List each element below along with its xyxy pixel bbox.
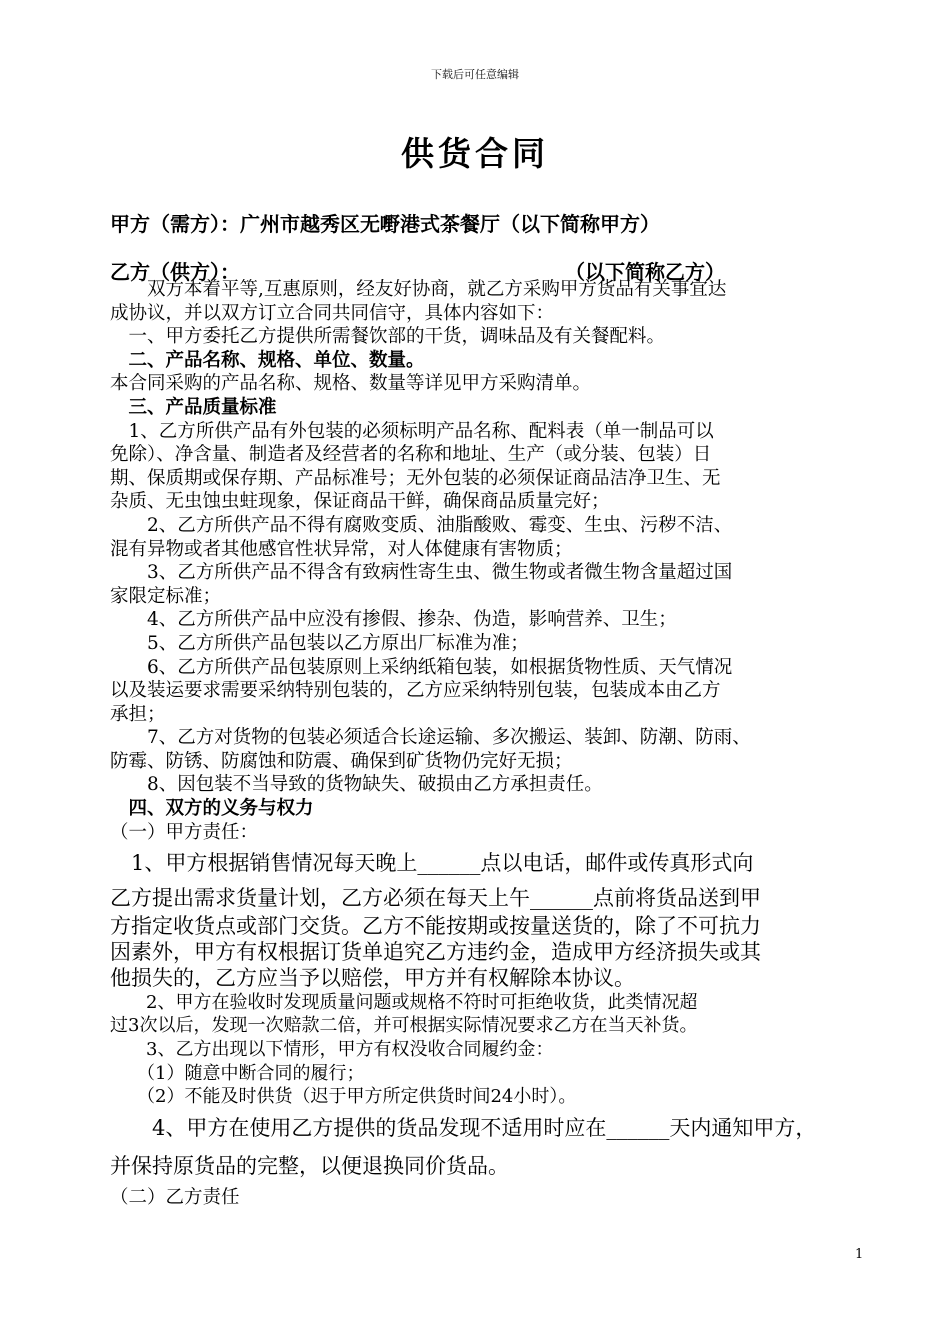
body-line: 1、乙方所供产品有外包装的必须标明产品名称、配料表（单一制品可以 bbox=[110, 420, 714, 442]
body-line: 6、乙方所供产品包装原则上采纳纸箱包装，如根据货物性质、天气情况 bbox=[110, 656, 733, 678]
body-line: 2、乙方所供产品不得有腐败变质、油脂酸败、霉变、生虫、污秽不洁、 bbox=[110, 514, 733, 536]
subsection-heading: （一）甲方责任： bbox=[110, 821, 259, 843]
body-line: 期、保质期或保存期、产品标准号；无外包装的必须保证商品洁净卫生、无 bbox=[110, 467, 721, 489]
document-title: 供货合同 bbox=[401, 134, 549, 173]
clause-1: 一、甲方委托乙方提供所需餐饮部的干货，调味品及有关餐配料。 bbox=[110, 326, 666, 348]
body-line: 4、甲方在使用乙方提供的货品发现不适用时应在______天内通知甲方， bbox=[110, 1115, 817, 1140]
body-line: 3、乙方出现以下情形，甲方有权没收合同履约金： bbox=[110, 1038, 554, 1060]
body-line: 方指定收货点或部门交货。乙方不能按期或按量送货的，除了不可抗力 bbox=[110, 913, 761, 938]
page-number: 1 bbox=[855, 1247, 864, 1262]
party-b-label: 乙方（供方）： bbox=[110, 260, 240, 284]
body-line: 过3次以后，发现一次赔款二倍，并可根据实际情况要求乙方在当天补货。 bbox=[110, 1015, 698, 1037]
body-line: 他损失的，乙方应当予以赔偿，甲方并有权解除本协议。 bbox=[110, 965, 635, 990]
body-line: 本合同采购的产品名称、规格、数量等详见甲方采购清单。 bbox=[110, 373, 592, 395]
body-line: 以及装运要求需要采纳特别包装的，乙方应采纳特别包装，包装成本由乙方 bbox=[110, 680, 721, 702]
section-heading-3: 三、产品质量标准 bbox=[110, 396, 277, 418]
body-line: 4、乙方所供产品中应没有掺假、掺杂、伪造，影响营养、卫生； bbox=[110, 609, 677, 631]
body-line: 家限定标准； bbox=[110, 585, 222, 607]
body-line: 2、甲方在验收时发现质量问题或规格不符时可拒绝收货，此类情况超 bbox=[110, 991, 698, 1013]
party-b-abbrev: （以下简称乙方） bbox=[565, 260, 725, 284]
body-line: 8、因包装不当导致的货物缺失、破损由乙方承担责任。 bbox=[110, 774, 603, 796]
page-header: 下载后可任意编辑 bbox=[431, 68, 519, 81]
body-line: 5、乙方所供产品包装以乙方原出厂标准为准； bbox=[110, 632, 529, 654]
body-line: 承担； bbox=[110, 703, 166, 725]
body-line: 因素外，甲方有权根据订货单追究乙方违约金，造成甲方经济损失或其 bbox=[110, 939, 761, 964]
body-line: 1、甲方根据销售情况每天晚上______点以电话，邮件或传真形式向 bbox=[110, 851, 754, 876]
body-line: 成协议，并以双方订立合同共同信守，具体内容如下： bbox=[110, 302, 555, 324]
body-line: 免除）、净含量、制造者及经营者的名称和地址、生产（或分装、包装）日 bbox=[110, 444, 712, 466]
section-heading-4: 四、双方的义务与权力 bbox=[110, 798, 314, 820]
body-line: 杂质、无虫蚀虫蛀现象，保证商品干鲜，确保商品质量完好； bbox=[110, 491, 610, 513]
body-line: 7、乙方对货物的包装必须适合长途运输、多次搬运、装卸、防潮、防雨、 bbox=[110, 727, 751, 749]
body-line: 并保持原货品的完整，以便退换同价货品。 bbox=[110, 1154, 509, 1179]
party-a-line: 甲方（需方）：广州市越秀区无嘢港式茶餐厅（以下简称甲方） bbox=[110, 212, 660, 236]
body-line: （1）随意中断合同的履行； bbox=[110, 1062, 365, 1084]
subsection-heading: （二）乙方责任 bbox=[110, 1186, 240, 1208]
body-line: （2）不能及时供货（迟于甲方所定供货时间24小时）。 bbox=[110, 1086, 577, 1108]
section-heading-2: 二、产品名称、规格、单位、数量。 bbox=[110, 349, 425, 371]
body-line: 双方本着平等,互惠原则，经友好协商，就乙方采购甲方货品有关事宜达 bbox=[110, 279, 727, 300]
body-line: 3、乙方所供产品不得含有致病性寄生虫、微生物或者微生物含量超过国 bbox=[110, 562, 733, 584]
body-line: 混有异物或者其他感官性状异常，对人体健康有害物质； bbox=[110, 538, 573, 560]
contract-body bbox=[110, 278, 870, 1209]
body-line: 防霉、防锈、防腐蚀和防震、确保到矿货物仍完好无损； bbox=[110, 750, 573, 772]
body-line: 乙方提出需求货量计划，乙方必须在每天上午______点前将货品送到甲 bbox=[110, 885, 761, 910]
